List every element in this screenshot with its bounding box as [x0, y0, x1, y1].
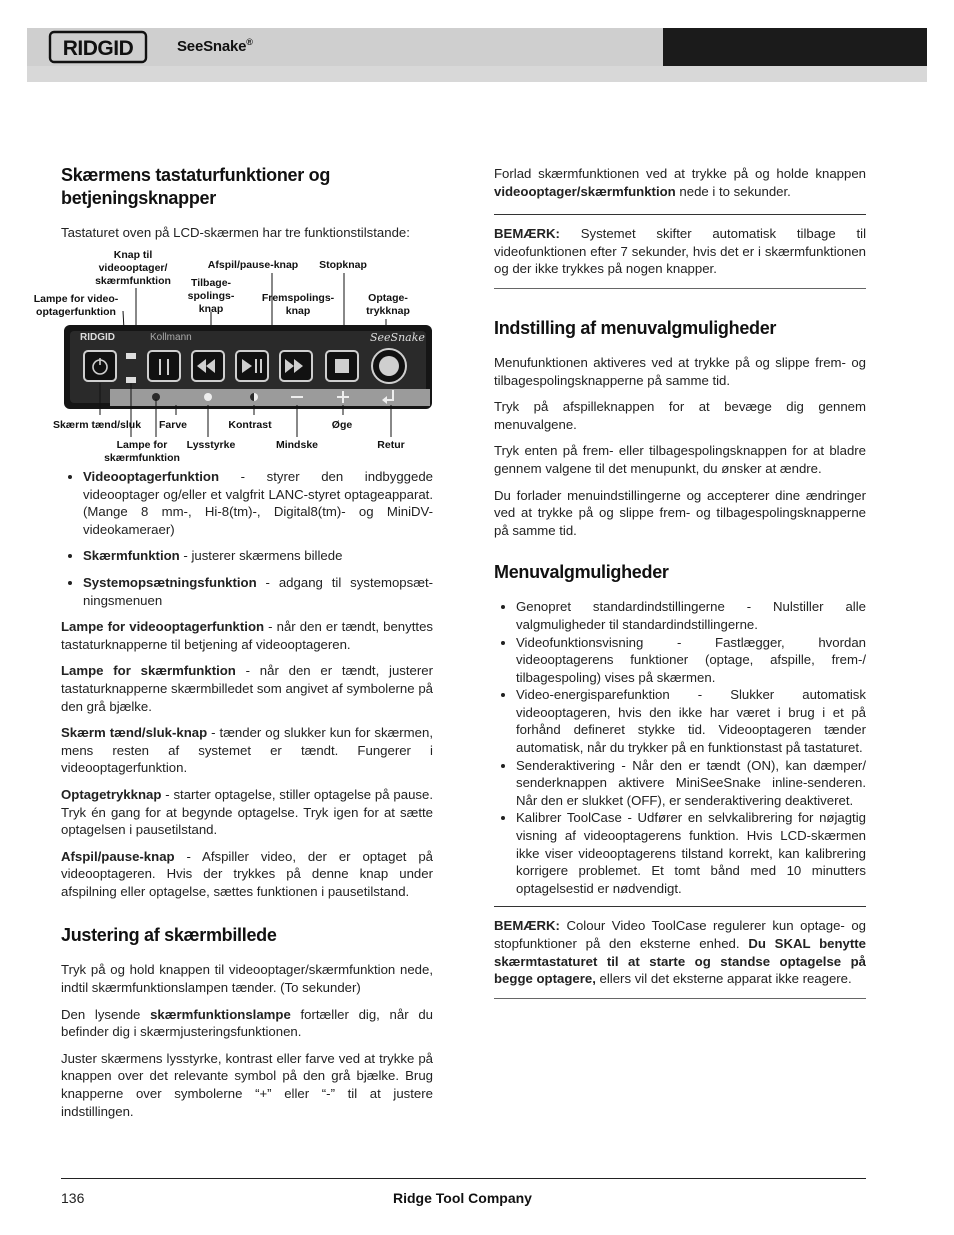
note2-rule-top [494, 906, 866, 907]
play-pause-button[interactable] [236, 351, 268, 381]
mode-lamps [126, 353, 136, 383]
brightness-icon [204, 393, 212, 401]
para-menu-2: Tryk på afspilleknappen for at bevæge dig gennem menuvalgene. [494, 399, 866, 432]
para-menu-4: Du forlader menuindstillingerne og accepterer dine ændringer ved at trykke på og slippe frem- og tilbagespolingsknapperne på samme tid. [494, 487, 866, 538]
label-contrast: Kontrast [228, 419, 272, 431]
screen-adjust-icons [152, 390, 393, 404]
label-increase: Øge [331, 419, 353, 431]
keypad-graphics [28, 247, 443, 469]
list-item: • Videooptagerfunktion - styrer den indbyggede videooptager og/eller et valgfrit LANC-styret optageapparat. (Mange 8 mm-, Hi-8(tm)-, Digital8(tm)- og MiniDV-videokameraer) [83, 468, 433, 538]
para-adjust-1: Tryk på og hold knappen til videooptager/skærmfunktion nede, indtil skærmfunktionslampen tænder. (To sekunder) [61, 962, 433, 996]
header-black-block [663, 28, 927, 66]
para-adjust-2: Den lysende skærmfunktionslampe fortæller dig, når du befinder dig i skærmjusteringsfunktionen. [61, 1006, 433, 1040]
menu-options-list [494, 598, 866, 897]
note-rule-bottom [494, 288, 866, 289]
section-title-screen-adjust: Justering af skærmbillede [61, 925, 277, 946]
note2-rule-bottom [494, 998, 866, 999]
list-item: • Senderaktivering - Når den er tændt (ON), kan dæmper/ senderknappen aktivere MiniSeeSnake inline-senderen. Når den er slukket (OFF), er senderaktivering deaktiveret. [516, 757, 866, 810]
forward-button[interactable] [280, 351, 312, 381]
list-item: • Kalibrer ToolCase - Udfører en selvkalibrering for nøjagtig visning af videooptagerens funktion. Hvis LCD-skærmen ikke viser videooptagerens tilstand korrekt, kan kalibrering korrigere problemet. Et tomt bånd med 10 minutters optagelsestid er nødvendigt. [516, 809, 866, 897]
para-menu-1: Menufunktionen aktiveres ved at trykke på og slippe frem- og tilbagespolingsknapperne på samme tid. [494, 354, 866, 388]
list-item: • Video-energisparefunktion - Slukker automatisk videooptageren, hvis den ikke har været i brug i et på forhånd defineret stykke tid. Videooptageren tænder automatisk, når du trykker på en funktionstast på tastaturet. [516, 686, 866, 756]
rewind-button[interactable] [192, 351, 224, 381]
mode-list [61, 468, 433, 609]
list-item: • Systemopsætningsfunktion - adgang til systemopsæt-ningsmenuen [83, 574, 433, 609]
note-rule-top [494, 214, 866, 215]
panel-logo-text: SeeSnake [370, 331, 425, 344]
list-item: • Genopret standardindstillingerne - Nulstiller alle valgmuligheder til standardindstillingerne. [516, 598, 866, 633]
section-title-keypad: Skærmens tastaturfunktioner og betjeningsknapper [61, 165, 331, 208]
stop-button[interactable] [326, 351, 358, 381]
keypad-diagram [28, 247, 443, 469]
label-play-pause: Afspil/pause-knap [207, 259, 299, 271]
panel-brand2-text: Kollmann [150, 332, 192, 343]
list-item: • Videofunktionsvisning - Fastlægger, hvordan videooptagerens funktioner (optage, afspille, frem-/ tilbagespoling) vises på skærmen. [516, 634, 866, 687]
ridgid-logo [48, 30, 148, 64]
label-screen-lamp: Lampe for skærmfunktion [104, 439, 180, 464]
logo-text: RIDGID [62, 37, 134, 60]
record-button[interactable] [372, 349, 406, 383]
label-screen-power: Skærm tænd/sluk [52, 419, 142, 431]
para-menu-3: Tryk enten på frem- eller tilbagespolingsknappen for at bladre gennem valgene til det menupunkt, du ønsker at ændre. [494, 443, 866, 476]
footer-company: Ridge Tool Company [393, 1190, 532, 1206]
left-column [61, 164, 433, 242]
label-brightness: Lysstyrke [186, 439, 236, 451]
label-record-screen-button: Knap til videooptager/ skærmfunktion [95, 249, 171, 287]
panel-brand-text: RIDGID [80, 332, 115, 343]
section-title-menu-settings: Indstilling af menuvalgmuligheder [494, 317, 777, 338]
diagram-intro: Tastaturet oven på LCD-skærmen har tre funktionstilstande: [61, 225, 410, 240]
page-number: 136 [61, 1190, 85, 1206]
para-adjust-3: Juster skærmens lysstyrke, kontrast eller farve ved at trykke på knappen over det relevante symbol på den grå bjælke. Brug knapperne over symbolerne “+” eller “-” til at justere indstillingen. [61, 1050, 433, 1119]
para-record-button: Optagetrykknap - starter optagelse, stiller optagelse på pause. Tryk én gang for at begynde optagelse. Tryk igen for at sætte optagelsen i pausetilstand. [61, 786, 433, 838]
label-rewind: Tilbage- spolings- knap [187, 277, 235, 315]
label-color: Farve [158, 419, 188, 431]
para-screen-power: Skærm tænd/sluk-knap - tænder og slukker kun for skærmen, mens resten af systemet er tændt. Fungerer i videooptagerfunktion. [61, 725, 433, 776]
label-decrease: Mindske [275, 439, 318, 451]
left-column-body [61, 468, 433, 1129]
section-title-menu-options: Menuvalgmuligheder [494, 562, 669, 583]
list-item: • Skærmfunktion - justerer skærmens billede [83, 547, 433, 565]
para-video-lamp: Lampe for videooptagerfunktion - når den er tændt, benyttes tastaturknapperne til betjening af videooptageren. [61, 619, 433, 652]
label-record: Optage- trykknap [366, 292, 410, 317]
footer-rule [61, 1178, 866, 1179]
label-stop: Stopknap [319, 259, 367, 271]
label-forward: Fremspolings- knap [261, 292, 335, 317]
record-screen-button[interactable] [148, 351, 180, 381]
para-screen-lamp: Lampe for skærmfunktion - når den er tændt, justerer tastaturknapperne skærmbilledet som angivet af symbolerne på den grå bjælke. [61, 663, 433, 714]
product-name: SeeSnake® [177, 37, 253, 55]
label-video-lamp: Lampe for video- optagerfunktion [33, 293, 119, 318]
header-strip [27, 66, 927, 82]
para-exit-screen-mode: Forlad skærmfunktionen ved at trykke på og holde knappen videooptager/skærmfunktion nede i to sekunder. [494, 166, 866, 199]
note-auto-return: BEMÆRK: Systemet skifter automatisk tilbage til videofunktionen efter 7 sekunder, hvis det er i skærmfunktionen og der ikke trykkes på nogen knapper. [494, 226, 866, 277]
label-return: Retur [377, 439, 405, 451]
right-column [494, 165, 866, 1009]
para-play-pause: Afspil/pause-knap - Afspiller video, der er optaget på videooptageren. Hvis der trykkes på denne knap under afspilning eller optagelse, sættes funktionen i pausetilstand. [61, 848, 433, 899]
note-toolcase: BEMÆRK: Colour Video ToolCase regulerer kun optage- og stopfunktioner på den eksterne enhed. Du SKAL benytte skærmtastaturet til at starte og standse optagelse på begge optagere, ellers vil det eksterne apparat ikke reagere. [494, 918, 866, 987]
power-button[interactable] [84, 351, 116, 381]
